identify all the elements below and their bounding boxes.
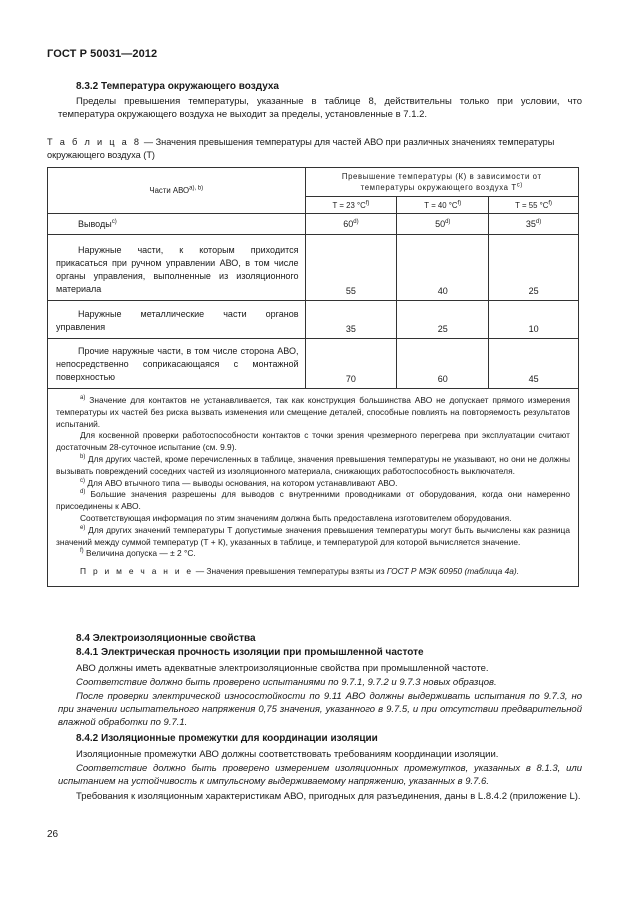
section-8-3-2-paragraph: Пределы превышения температуры, указанные в таблице 8, действительны только при условии, что температура окружающего воздуха не выходит за пределы, установленные в 7.1.2. (58, 96, 582, 120)
header-rise-cell (305, 168, 578, 197)
document-header: ГОСТ Р 50031—2012 (47, 48, 158, 60)
row-value-t40 (397, 214, 489, 235)
header-parts-sup: a), b) (189, 185, 204, 192)
row-value-t55: 45 (489, 339, 579, 389)
row-value-t23: 35 (305, 301, 397, 339)
section-8-4-title: 8.4 Электроизоляционные свойства (76, 633, 256, 644)
row-value-t23: 55 (305, 235, 397, 301)
row-value-t23: 70 (305, 339, 397, 389)
row-value-t55: 25 (489, 235, 579, 301)
table-row (48, 235, 579, 301)
value-text: 60 (343, 219, 354, 229)
table-notes (48, 389, 579, 587)
note-c (56, 478, 570, 490)
table-caption-label: Т а б л и ц а 8 (47, 137, 142, 147)
header-t55: Т = 55 °C (515, 200, 549, 210)
temperature-rise-table (47, 167, 579, 587)
row-value-t40: 40 (397, 235, 489, 301)
note-b-sup: b) (80, 454, 86, 461)
row-label-metal-parts: Наружные металлические части органов управления (48, 301, 306, 339)
note-d2: Соответствующая информация по этим значениям должна быть предоставлена изготовителем оборудования. (80, 512, 512, 523)
row-label-manual-parts: Наружные части, к которым приходится прикасаться при ручном управлении АВО, в том числе органы управления, выполненные из изоляционного материала (48, 235, 306, 301)
section-8-4-2-title: 8.4.2 Изоляционные промежутки для координации изоляции (76, 733, 378, 744)
note-c-text: Для АВО втычного типа — выводы основания, на котором устанавливают АВО. (85, 477, 398, 488)
table-row (48, 301, 579, 339)
section-8-4-2-paragraph-1: Изоляционные промежутки АВО должны соответствовать требованиям координации изоляции. (76, 749, 499, 760)
remark-text: — Значения превышения температуры взяты из (193, 566, 387, 577)
table-remark (56, 566, 570, 578)
note-a (56, 395, 570, 430)
row-label-text: Выводы (78, 219, 112, 229)
page-number: 26 (47, 829, 59, 840)
header-t23: Т = 23 °C (332, 200, 366, 210)
header-t40: Т = 40 °C (424, 200, 458, 210)
note-e-text: Для других значений температуры Т допустимые значения превышения температуры могут быть вычислены как разница значений между суммой температур (Т + К), указанных в таблице, и температурой для которой вычисляется значение. (56, 524, 570, 547)
row-value-t23 (305, 214, 397, 235)
note-d-text: Большие значения разрешены для выводов с внутренними проводниками от оборудования, когда они намеренно присоединены к АВО. (56, 489, 570, 512)
header-parts-cell (48, 168, 306, 214)
note-f-text: Величина допуска — ± 2 °С. (83, 548, 196, 559)
header-t55-cell (489, 197, 579, 214)
section-8-4-1-title: 8.4.1 Электрическая прочность изоляции при промышленной частоте (76, 647, 424, 658)
row-label-terminals (48, 214, 306, 235)
row-value-t40: 60 (397, 339, 489, 389)
header-rise-sup: c) (516, 182, 523, 189)
table-notes-row (48, 389, 579, 587)
section-8-4-1-paragraph-3: После проверки электрической износостойкости по 9.11 АВО должны выдерживать испытания по 9.7.3, но при значении испытательного напряжения 0,75 значения, указанного в 9.7.5, и при отсутствии предварительной влажной обработки по 9.7.1. (58, 691, 582, 728)
header-t40-sup: f) (457, 199, 462, 206)
row-value-t40: 25 (397, 301, 489, 339)
note-a2: Для косвенной проверки работоспособности контактов с точки зрения чрезмерного перегрева при эксплуатации считают достаточным 28-суточное испытание (см. 9.9). (56, 430, 570, 453)
header-t40-cell (397, 197, 489, 214)
value-sup: d) (445, 219, 451, 225)
note-a-text: Значение для контактов не устанавливается, так как конструкция большинства АВО не допускает прямого измерения температуры их частей без риска вызвать изменения или смещение деталей, способные повлиять на повторяемость результатов испытаний. (56, 395, 570, 429)
note-f-sup: f) (80, 548, 84, 555)
table-caption-text: — Значения превышения температуры для частей АВО при различных значениях температуры окружающего воздуха (Т) (47, 137, 555, 160)
note-e (56, 525, 570, 549)
value-sup: d) (535, 219, 542, 225)
header-t23-sup: f) (365, 199, 370, 206)
header-rise-text: Превышение температуры (К) в зависимости от температуры окружающего воздуха Т (341, 172, 542, 192)
section-8-4-1-paragraph-2: Соответствие должно быть проверено испытаниями по 9.7.1, 9.7.2 и 9.7.3 новых образцов. (76, 677, 497, 688)
value-text: 35 (525, 219, 536, 229)
remark-reference: ГОСТ Р МЭК 60950 (таблица 4а). (386, 566, 520, 577)
section-8-3-2-title: 8.3.2 Температура окружающего воздуха (76, 81, 279, 92)
note-a-sup: a) (80, 395, 86, 402)
section-8-4-2-paragraph-2: Соответствие должно быть проверено измерением изоляционных промежутков, указанных в 8.1.3, или испытанием на устойчивость к импульсному выдерживаемому напряжению, указанных в 9.7.6. (58, 763, 582, 787)
header-t55-sup: f) (548, 199, 553, 206)
section-8-4-1-paragraph-1: АВО должны иметь адекватные электроизоляционные свойства при промышленной частоте. (76, 663, 489, 674)
header-parts-text: Части АВО (149, 186, 190, 195)
value-text: 50 (435, 219, 446, 229)
remark-label: П р и м е ч а н и е (80, 566, 194, 577)
section-8-4-2-paragraph-3: Требования к изоляционным характеристикам АВО, пригодных для разъединения, даны в L.8.4.2 (приложение L). (76, 791, 581, 802)
note-b-text: Для других частей, кроме перечисленных в таблице, значения превышения температуры не указывают, но они не должны вызывать повреждений соседних частей из изоляционного материала, снижающих работоспособность выключателя. (56, 453, 570, 476)
note-e-sup: e) (80, 524, 86, 531)
header-t23-cell (305, 197, 397, 214)
row-label-sup: c) (111, 219, 117, 225)
row-value-t55: 10 (489, 301, 579, 339)
note-d-sup: d) (80, 489, 86, 496)
row-value-t55 (489, 214, 579, 235)
table-row (48, 214, 579, 235)
table-caption (47, 136, 579, 161)
note-c-sup: c) (80, 477, 85, 484)
note-f (56, 548, 570, 560)
note-d (56, 489, 570, 513)
row-label-other-parts: Прочие наружные части, в том числе сторона АВО, непосредственно соприкасающаяся с монтажной поверхностью (48, 339, 306, 389)
table-row (48, 339, 579, 389)
note-b (56, 454, 570, 478)
value-sup: d) (353, 219, 359, 225)
